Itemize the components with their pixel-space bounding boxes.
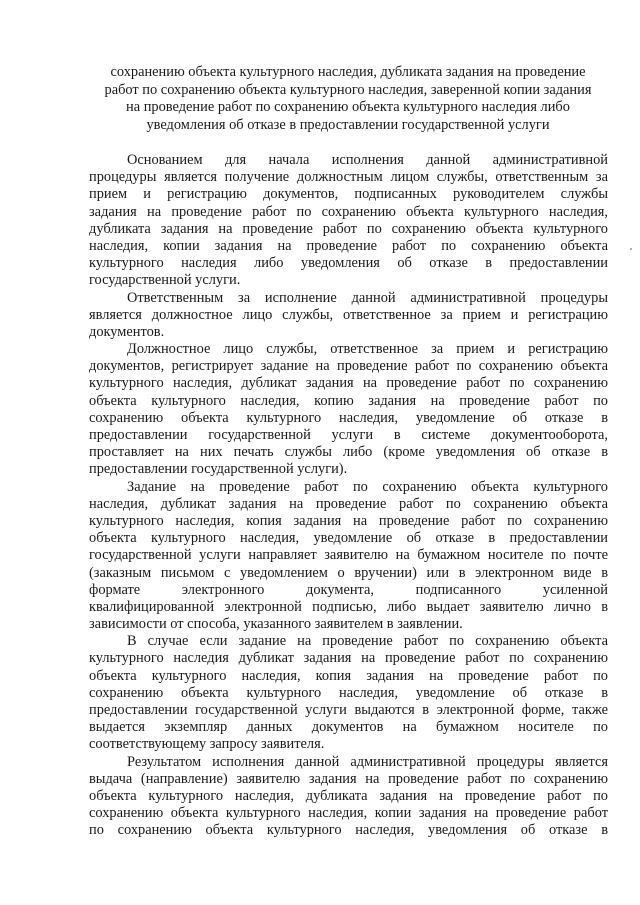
paragraph-line: документов.	[89, 323, 165, 340]
paragraph-line: культурного наследия либо уведомления об отказе в предоставлении	[89, 255, 608, 272]
heading-line: работ по сохранению объекта культурного наследия, заверенной копии задания	[104, 81, 592, 98]
paragraph-line: сохранению объекта культурного наследия, уведомление об отказе в	[89, 409, 608, 426]
paragraph-line: Основанием для начала исполнения данной административной	[127, 152, 608, 168]
paragraph-line: культурного наследия дубликат задания на проведение работ по сохранению	[89, 650, 608, 667]
scan-speck	[630, 248, 632, 250]
paragraph-line: сохранению объекта культурного наследия, копии задания на проведение работ	[89, 805, 608, 822]
paragraph-line: проставляет на них печать службы либо (кроме уведомления об отказе в	[89, 444, 608, 461]
paragraph-line: (заказным письмом с уведомлением о вручении) или в электронном виде в	[89, 564, 608, 581]
paragraph	[89, 754, 608, 840]
paragraph-line: культурного наследия, копия задания на проведение работ по сохранению	[89, 512, 608, 529]
paragraph-line: объекта культурного наследия, копия задания на проведение работ по	[89, 667, 608, 684]
paragraph-line: объекта культурного наследия, уведомление об отказе в предоставлении	[89, 530, 608, 547]
paragraph-line: предоставлении государственной услуги выдаются в электронной форме, также	[89, 702, 608, 718]
paragraph-line: Результатом исполнения данной административной процедуры является	[127, 753, 608, 770]
heading-line: сохранению объекта культурного наследия, дубликата задания на проведение	[110, 64, 586, 80]
paragraph	[89, 290, 608, 342]
paragraph-line: Задание на проведение работ по сохранению объекта культурного	[127, 478, 608, 495]
paragraph-line: процедуры является получение должностным лицом службы, ответственным за	[89, 169, 608, 186]
paragraph-line: соответствующему запросу заявителя.	[89, 736, 325, 753]
paragraph-line: задания на проведение работ по сохранению объекта культурного наследия,	[89, 203, 608, 220]
paragraph-line: государственной услуги.	[89, 272, 241, 289]
paragraph-line: Ответственным за исполнение данной административной процедуры	[127, 289, 608, 306]
paragraph	[89, 341, 608, 479]
paragraph-line: сохранению объекта культурного наследия, уведомление об отказе в	[89, 684, 608, 701]
paragraph-line: объекта культурного наследия, дубликата задания на проведение работ по	[89, 787, 608, 804]
paragraph-line: выдача (направление) заявителю задания на проведение работ по сохранению	[89, 770, 608, 787]
paragraph-line: является должностное лицо службы, ответственное за прием и регистрацию	[89, 306, 608, 323]
paragraph-line: документов, регистрирует задание на проведение работ по сохранению объекта	[89, 358, 608, 375]
paragraph	[89, 152, 608, 290]
paragraph-line: дубликата задания на проведение работ по сохранению объекта культурного	[89, 220, 608, 237]
paragraph-line: объекта культурного наследия, копию задания на проведение работ по	[89, 392, 608, 409]
paragraph-line: формате электронного документа, подписанного усиленной	[89, 581, 608, 598]
paragraph-line: предоставлении государственной услуги).	[89, 461, 348, 478]
paragraph-line: В случае если задание на проведение работ по сохранению объекта	[127, 633, 608, 650]
paragraph	[89, 479, 608, 634]
paragraph-line: государственной услуги направляет заявителю на бумажном носителе по почте	[89, 547, 608, 564]
paragraph-line: Должностное лицо службы, ответственное за прием и регистрацию	[127, 341, 608, 358]
paragraph-line: квалифицированной электронной подписью, либо выдает заявителю лично в	[89, 598, 608, 615]
paragraph-line: выдается экземпляр данных документов на бумажном носителе по	[89, 719, 608, 736]
paragraph-line: наследия, копии задания на проведение работ по сохранению объекта	[89, 237, 608, 254]
document-body	[89, 152, 608, 840]
paragraph-line: по сохранению объекта культурного наследия, уведомления об отказе в	[89, 822, 608, 839]
paragraph	[89, 633, 608, 753]
paragraph-line: культурного наследия, дубликат задания на проведение работ по сохранению	[89, 375, 608, 392]
document-heading	[86, 64, 610, 134]
paragraph-line: зависимости от способа, указанного заявителем в заявлении.	[89, 616, 463, 633]
heading-line: уведомления об отказе в предоставлении государственной услуги	[146, 116, 550, 133]
heading-line: на проведение работ по сохранению объекта культурного наследия либо	[126, 99, 570, 115]
paragraph-line: предоставлении государственной услуги в системе документооборота,	[89, 427, 608, 443]
paragraph-line: прием и регистрацию документов, подписанных руководителем службы	[89, 186, 608, 203]
paragraph-line: наследия, дубликат задания на проведение работ по сохранению объекта	[89, 495, 608, 512]
